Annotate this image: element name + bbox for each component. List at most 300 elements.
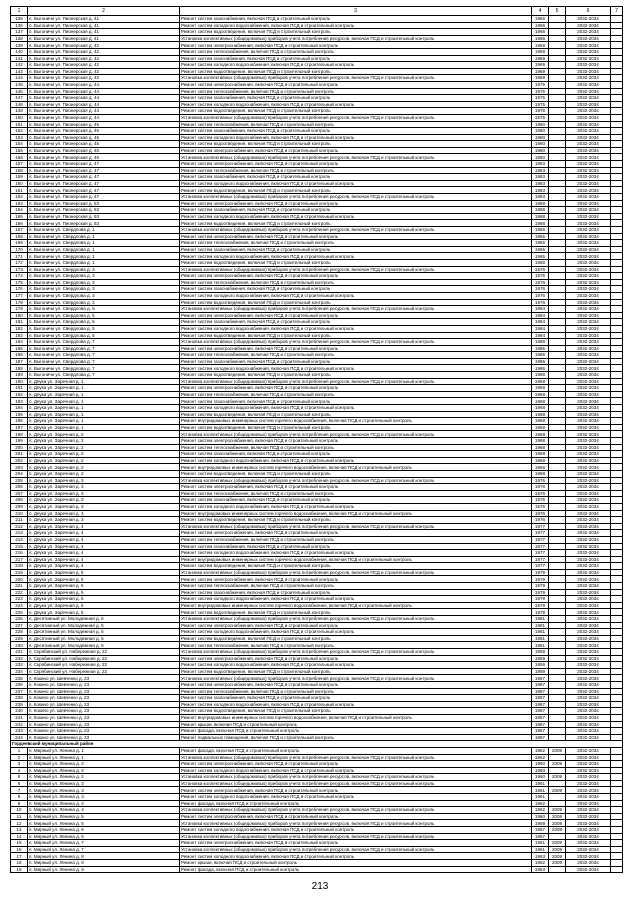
planned-period-cell: 2032-2034 xyxy=(566,556,611,563)
empty-cell xyxy=(611,523,623,530)
row-number-cell: 198 xyxy=(11,431,28,438)
row-number-cell: 211 xyxy=(11,517,28,524)
row-number-cell: 151 xyxy=(11,121,28,128)
last-repair-year-cell xyxy=(549,536,566,543)
last-repair-year-cell xyxy=(549,668,566,675)
address-cell: п. Выгоничи ул. Пионерская д. 45 xyxy=(28,121,180,128)
last-repair-year-cell xyxy=(549,187,566,194)
work-type-cell: Ремонт фасада, включая ПСД и строительный контроль xyxy=(180,747,532,754)
row-number-cell: 227 xyxy=(11,622,28,629)
work-type-cell: Ремонт внутридомовых инженерных систем горячего водоснабжения, включая ПСД и строительный контроль xyxy=(180,464,532,471)
col-3-header: 3 xyxy=(180,7,532,16)
work-type-cell: Установка коллективных (общедомовых) приборов учета потребления ресурсов, включая ПСД и строительный контроль xyxy=(180,194,532,201)
last-repair-year-cell xyxy=(549,800,566,807)
work-type-cell: Ремонт систем холодного водоснабжения, включая ПСД и строительный контроль xyxy=(180,134,532,141)
table-row xyxy=(11,457,623,464)
last-repair-year-cell xyxy=(549,391,566,398)
work-type-cell: Ремонт систем газоснабжения, включая ПСД и строительный контроль xyxy=(180,398,532,405)
year-built-cell: 1965 xyxy=(532,233,549,240)
work-type-cell: Ремонт систем холодного водоснабжения, включая ПСД и строительный контроль xyxy=(180,853,532,860)
row-number-cell: 163 xyxy=(11,200,28,207)
work-type-cell: Установка коллективных (общедомовых) приборов учета потребления ресурсов, включая ПСД и строительный контроль xyxy=(180,833,532,840)
last-repair-year-cell xyxy=(549,490,566,497)
empty-cell xyxy=(611,754,623,761)
table-body xyxy=(11,16,623,873)
work-type-cell: Установка коллективных (общедомовых) приборов учета потребления ресурсов, включая ПСД и строительный контроль xyxy=(180,227,532,234)
table-row xyxy=(11,391,623,398)
work-type-cell: Ремонт систем электроснабжения, включая ПСД и строительный контроль xyxy=(180,200,532,207)
table-row xyxy=(11,464,623,471)
row-number-cell: 1 xyxy=(11,747,28,754)
year-built-cell: 1980 xyxy=(532,147,549,154)
table-row xyxy=(11,332,623,339)
year-built-cell: 1965 xyxy=(532,246,549,253)
work-type-cell: Ремонт систем водоотведения, включая ПСД и строительный контроль xyxy=(180,609,532,616)
table-row xyxy=(11,141,623,148)
table-row xyxy=(11,438,623,445)
work-type-cell: Установка коллективных (общедомовых) приборов учета потребления ресурсов, включая ПСД и строительный контроль xyxy=(180,431,532,438)
address-cell: п. Кокино ул. Шевченко д. 23 xyxy=(28,688,180,695)
year-built-cell: 1966 xyxy=(532,35,549,42)
planned-period-cell: 2032-2034 xyxy=(566,325,611,332)
address-cell: п. Выгоничи ул. Пионерская д. 44 xyxy=(28,108,180,115)
last-repair-year-cell xyxy=(549,213,566,220)
last-repair-year-cell xyxy=(549,629,566,636)
year-built-cell: 1961 xyxy=(532,787,549,794)
planned-period-cell: 2032-2034 xyxy=(566,312,611,319)
year-built-cell: 1975 xyxy=(532,88,549,95)
work-type-cell: Ремонт систем электроснабжения, включая ПСД и строительный контроль xyxy=(180,813,532,820)
year-built-cell: 1963 xyxy=(532,866,549,873)
address-cell: п. Деука ул. Заречная д. 1 xyxy=(28,418,180,425)
last-repair-year-cell xyxy=(549,728,566,735)
address-cell: п. Деука ул. Заречная д. 3 xyxy=(28,484,180,491)
table-row xyxy=(11,372,623,379)
address-cell: п. Выгоничи ул. Свердлова д. 5 xyxy=(28,312,180,319)
table-row xyxy=(11,602,623,609)
address-cell: п. Деука ул. Заречная д. 2 xyxy=(28,470,180,477)
empty-cell xyxy=(611,662,623,669)
empty-cell xyxy=(611,866,623,873)
table-row xyxy=(11,589,623,596)
address-cell: п. Выгоничи ул. Свердлова д. 7 xyxy=(28,345,180,352)
work-type-cell: Ремонт внутридомовых инженерных систем горячего водоснабжения, включая ПСД и строительный контроль xyxy=(180,418,532,425)
last-repair-year-cell xyxy=(549,372,566,379)
row-number-cell: 165 xyxy=(11,213,28,220)
row-number-cell: 229 xyxy=(11,635,28,642)
last-repair-year-cell xyxy=(549,154,566,161)
table-row xyxy=(11,352,623,359)
row-number-cell: 241 xyxy=(11,714,28,721)
empty-cell xyxy=(611,372,623,379)
planned-period-cell: 2032-2034 xyxy=(566,780,611,787)
address-cell: п. Деука ул. Заречная д. 2 xyxy=(28,438,180,445)
year-built-cell: 1984 xyxy=(532,325,549,332)
row-number-cell: 189 xyxy=(11,372,28,379)
last-repair-year-cell xyxy=(549,563,566,570)
work-type-cell: Ремонт систем теплоснабжения, включая ПСД и строительный контроль xyxy=(180,583,532,590)
row-number-cell: 221 xyxy=(11,583,28,590)
table-row xyxy=(11,101,623,108)
empty-cell xyxy=(611,42,623,49)
year-built-cell: 1968 xyxy=(532,470,549,477)
col-2-header: 2 xyxy=(28,7,180,16)
planned-period-cell: 2032-2034 xyxy=(566,385,611,392)
empty-cell xyxy=(611,424,623,431)
year-built-cell: 1966 xyxy=(532,16,549,23)
work-type-cell: Ремонт систем холодного водоснабжения, включая ПСД и строительный контроль xyxy=(180,701,532,708)
table-row xyxy=(11,484,623,491)
empty-cell xyxy=(611,134,623,141)
last-repair-year-cell xyxy=(549,35,566,42)
empty-cell xyxy=(611,668,623,675)
work-type-cell: Ремонт систем электроснабжения, включая ПСД и строительный контроль xyxy=(180,147,532,154)
table-row xyxy=(11,510,623,517)
address-cell: п. Деука ул. Заречная д. 2 xyxy=(28,464,180,471)
row-number-cell: 234 xyxy=(11,668,28,675)
empty-cell xyxy=(611,589,623,596)
planned-period-cell: 2032-2034 xyxy=(566,398,611,405)
empty-cell xyxy=(611,259,623,266)
last-repair-year-cell xyxy=(549,16,566,23)
address-cell: п. Выгоничи ул. Пионерская д. 42 xyxy=(28,55,180,62)
table-row xyxy=(11,121,623,128)
address-cell: п. Выгоничи ул. Пионерская д. 47 xyxy=(28,194,180,201)
empty-cell xyxy=(611,345,623,352)
table-row xyxy=(11,616,623,623)
empty-cell xyxy=(611,602,623,609)
planned-period-cell: 2032-2034 xyxy=(566,174,611,181)
table-row xyxy=(11,490,623,497)
planned-period-cell: 2032-2034 xyxy=(566,220,611,227)
planned-period-cell: 2032-2034 xyxy=(566,794,611,801)
table-row xyxy=(11,306,623,313)
year-built-cell: 1979 xyxy=(532,609,549,616)
work-type-cell: Ремонт систем газоснабжения, включая ПСД и строительный контроль xyxy=(180,358,532,365)
year-built-cell: 1961 xyxy=(532,794,549,801)
year-built-cell: 1977 xyxy=(532,543,549,550)
work-type-cell: Ремонт систем электроснабжения, включая ПСД и строительный контроль xyxy=(180,681,532,688)
address-cell: п. Десятинный ул. Молодежная д. 5 xyxy=(28,629,180,636)
row-number-cell: 150 xyxy=(11,114,28,121)
address-cell: п. Выгоничи ул. Пионерская д. 42 xyxy=(28,48,180,55)
empty-cell xyxy=(611,147,623,154)
address-cell: п. Выгоничи ул. Пионерская д. 42 xyxy=(28,42,180,49)
address-cell: п. Деука ул. Заречная д. 2 xyxy=(28,444,180,451)
table-row xyxy=(11,405,623,412)
last-repair-year-cell xyxy=(549,286,566,293)
planned-period-cell: 2032-2034 xyxy=(566,721,611,728)
table-row xyxy=(11,728,623,735)
year-built-cell: 1979 xyxy=(532,589,549,596)
last-repair-year-cell xyxy=(549,714,566,721)
work-type-cell: Ремонт подвальных помещений, включая ПСД и строительный контроль xyxy=(180,734,532,741)
work-type-cell: Установка коллективных (общедомовых) приборов учета потребления ресурсов, включая ПСД и строительный контроль xyxy=(180,35,532,42)
planned-period-cell: 2032-2034 xyxy=(566,187,611,194)
row-number-cell: 192 xyxy=(11,391,28,398)
table-row xyxy=(11,292,623,299)
work-type-cell: Ремонт систем водоотведения, включая ПСД и строительный контроль xyxy=(180,108,532,115)
empty-cell xyxy=(611,490,623,497)
row-number-cell: 142 xyxy=(11,62,28,69)
address-cell: п. Мирный ул. Ленина д. 7 xyxy=(28,840,180,847)
year-built-cell: 1959 xyxy=(532,655,549,662)
last-repair-year-cell xyxy=(549,207,566,214)
planned-period-cell: 2032-2034 xyxy=(566,708,611,715)
planned-period-cell: 2032-2034 xyxy=(566,372,611,379)
work-type-cell: Установка коллективных (общедомовых) приборов учета потребления ресурсов, включая ПСД и строительный контроль xyxy=(180,569,532,576)
row-number-cell: 174 xyxy=(11,273,28,280)
planned-period-cell: 2032-2034 xyxy=(566,503,611,510)
address-cell: п. Мирный ул. Ленина д. 6 xyxy=(28,827,180,834)
year-built-cell: 1984 xyxy=(532,306,549,313)
work-type-cell: Ремонт систем холодного водоснабжения, включая ПСД и строительный контроль xyxy=(180,101,532,108)
empty-cell xyxy=(611,649,623,656)
empty-cell xyxy=(611,438,623,445)
empty-cell xyxy=(611,22,623,29)
address-cell: п. Кокино ул. Шевченко д. 23 xyxy=(28,675,180,682)
planned-period-cell: 2032-2034 xyxy=(566,352,611,359)
empty-cell xyxy=(611,365,623,372)
work-type-cell: Ремонт систем электроснабжения, включая ПСД и строительный контроль xyxy=(180,787,532,794)
work-type-cell: Установка коллективных (общедомовых) приборов учета потребления ресурсов, включая ПСД и строительный контроль xyxy=(180,477,532,484)
address-cell: п. Выгоничи ул. Пионерская д. 44 xyxy=(28,101,180,108)
year-built-cell: 1963 xyxy=(532,853,549,860)
last-repair-year-cell: 2008 xyxy=(549,813,566,820)
row-number-cell: 217 xyxy=(11,556,28,563)
work-type-cell: Установка коллективных (общедомовых) приборов учета потребления ресурсов, включая ПСД и строительный контроль xyxy=(180,306,532,313)
planned-period-cell: 2032-2034 xyxy=(566,444,611,451)
empty-cell xyxy=(611,761,623,768)
last-repair-year-cell xyxy=(549,405,566,412)
work-type-cell: Ремонт систем электроснабжения, включая ПСД и строительный контроль xyxy=(180,161,532,168)
empty-cell xyxy=(611,319,623,326)
row-number-cell: 237 xyxy=(11,688,28,695)
work-type-cell: Ремонт внутридомовых инженерных систем горячего водоснабжения, включая ПСД и строительный контроль xyxy=(180,714,532,721)
row-number-cell: 152 xyxy=(11,128,28,135)
work-type-cell: Ремонт систем газоснабжения, включая ПСД и строительный контроль xyxy=(180,451,532,458)
year-built-cell: 1980 xyxy=(532,134,549,141)
address-cell: п. Десятинный ул. Молодежная д. 5 xyxy=(28,622,180,629)
planned-period-cell: 2032-2034 xyxy=(566,299,611,306)
year-built-cell: 1968 xyxy=(532,424,549,431)
last-repair-year-cell xyxy=(549,259,566,266)
table-row xyxy=(11,62,623,69)
last-repair-year-cell xyxy=(549,62,566,69)
work-type-cell: Ремонт систем холодного водоснабжения, включая ПСД и строительный контроль xyxy=(180,767,532,774)
row-number-cell: 16 xyxy=(11,846,28,853)
row-number-cell: 215 xyxy=(11,543,28,550)
year-built-cell: 1969 xyxy=(532,42,549,49)
work-type-cell: Установка коллективных (общедомовых) приборов учета потребления ресурсов, включая ПСД и строительный контроль xyxy=(180,523,532,530)
table-row xyxy=(11,563,623,570)
empty-cell xyxy=(611,292,623,299)
row-number-cell: 239 xyxy=(11,701,28,708)
planned-period-cell: 2032-2034 xyxy=(566,550,611,557)
planned-period-cell: 2032-2034 xyxy=(566,622,611,629)
empty-cell xyxy=(611,464,623,471)
year-built-cell: 1968 xyxy=(532,385,549,392)
year-built-cell: 1987 xyxy=(532,681,549,688)
last-repair-year-cell xyxy=(549,866,566,873)
year-built-cell: 1976 xyxy=(532,299,549,306)
row-number-cell: 17 xyxy=(11,853,28,860)
row-number-cell: 223 xyxy=(11,596,28,603)
year-built-cell: 1984 xyxy=(532,319,549,326)
year-built-cell: 1988 xyxy=(532,220,549,227)
row-number-cell: 172 xyxy=(11,259,28,266)
year-built-cell: 1977 xyxy=(532,530,549,537)
empty-cell xyxy=(611,569,623,576)
table-row xyxy=(11,378,623,385)
address-cell: п. Выгоничи ул. Свердлова д. 1 xyxy=(28,227,180,234)
address-cell: п. Мирный ул. Ленина д. 1 xyxy=(28,754,180,761)
work-type-cell: Ремонт систем холодного водоснабжения, включая ПСД и строительный контроль xyxy=(180,22,532,29)
empty-cell xyxy=(611,29,623,36)
planned-period-cell: 2032-2034 xyxy=(566,246,611,253)
year-built-cell: 1968 xyxy=(532,464,549,471)
table-row xyxy=(11,81,623,88)
table-row xyxy=(11,319,623,326)
last-repair-year-cell xyxy=(549,497,566,504)
planned-period-cell: 2032-2034 xyxy=(566,543,611,550)
work-type-cell: Ремонт систем теплоснабжения, включая ПСД и строительный контроль xyxy=(180,88,532,95)
year-built-cell: 1987 xyxy=(532,714,549,721)
address-cell: п. Выгоничи ул. Пионерская д. 42 xyxy=(28,68,180,75)
table-row xyxy=(11,714,623,721)
row-number-cell: 178 xyxy=(11,299,28,306)
row-number-cell: 3 xyxy=(11,761,28,768)
last-repair-year-cell xyxy=(549,312,566,319)
year-built-cell: 1959 xyxy=(532,649,549,656)
work-type-cell: Установка коллективных (общедомовых) приборов учета потребления ресурсов, включая ПСД и строительный контроль xyxy=(180,780,532,787)
work-type-cell: Ремонт систем электроснабжения, включая ПСД и строительный контроль xyxy=(180,233,532,240)
row-number-cell: 155 xyxy=(11,147,28,154)
table-row xyxy=(11,398,623,405)
address-cell: п. Выгоничи ул. Пионерская д. 47 xyxy=(28,167,180,174)
col-6-header: 6 xyxy=(566,7,611,16)
empty-cell xyxy=(611,780,623,787)
last-repair-year-cell xyxy=(549,444,566,451)
table-row xyxy=(11,167,623,174)
year-built-cell: 1979 xyxy=(532,583,549,590)
year-built-cell: 1969 xyxy=(532,48,549,55)
last-repair-year-cell xyxy=(549,174,566,181)
table-row xyxy=(11,800,623,807)
address-cell: п. Деука ул. Заречная д. 5 xyxy=(28,609,180,616)
row-number-cell: 199 xyxy=(11,438,28,445)
planned-period-cell: 2032-2034 xyxy=(566,517,611,524)
address-cell: п. Мирный ул. Ленина д. 5 xyxy=(28,813,180,820)
last-repair-year-cell xyxy=(549,365,566,372)
address-cell: п. Деука ул. Заречная д. 1 xyxy=(28,378,180,385)
address-cell: п. Мирный ул. Ленина д. 6 xyxy=(28,833,180,840)
year-built-cell: 1987 xyxy=(532,721,549,728)
work-type-cell: Ремонт систем холодного водоснабжения, включая ПСД и строительный контроль xyxy=(180,503,532,510)
address-cell: п. Выгоничи ул. Свердлова д. 1 xyxy=(28,233,180,240)
work-type-cell: Ремонт систем холодного водоснабжения, включая ПСД и строительный контроль xyxy=(180,457,532,464)
planned-period-cell: 2032-2034 xyxy=(566,161,611,168)
row-number-cell: 185 xyxy=(11,345,28,352)
empty-cell xyxy=(611,378,623,385)
col-5-header: 5 xyxy=(549,7,566,16)
empty-cell xyxy=(611,266,623,273)
table-row xyxy=(11,114,623,121)
row-number-cell: 2 xyxy=(11,754,28,761)
empty-cell xyxy=(611,200,623,207)
empty-cell xyxy=(611,306,623,313)
last-repair-year-cell xyxy=(549,662,566,669)
address-cell: п. Деука ул. Заречная д. 4 xyxy=(28,543,180,550)
planned-period-cell: 2032-2034 xyxy=(566,846,611,853)
table-row xyxy=(11,16,623,23)
year-built-cell: 1988 xyxy=(532,207,549,214)
planned-period-cell: 2032-2034 xyxy=(566,424,611,431)
last-repair-year-cell xyxy=(549,22,566,29)
table-row xyxy=(11,827,623,834)
address-cell: п. Скрябинский ул. Набережная д. 22 xyxy=(28,662,180,669)
row-number-cell: 233 xyxy=(11,662,28,669)
empty-cell xyxy=(611,714,623,721)
work-type-cell: Ремонт систем холодного водоснабжения, включая ПСД и строительный контроль xyxy=(180,292,532,299)
table-row xyxy=(11,649,623,656)
year-built-cell: 1983 xyxy=(532,174,549,181)
year-built-cell: 1976 xyxy=(532,273,549,280)
empty-cell xyxy=(611,536,623,543)
year-built-cell: 1976 xyxy=(532,292,549,299)
address-cell: п. Выгоничи ул. Пионерская д. 44 xyxy=(28,114,180,121)
empty-cell xyxy=(611,721,623,728)
row-number-cell: 226 xyxy=(11,616,28,623)
year-built-cell: 1984 xyxy=(532,312,549,319)
row-number-cell: 186 xyxy=(11,352,28,359)
table-row xyxy=(11,95,623,102)
address-cell: п. Выгоничи ул. Свердлова д. 5 xyxy=(28,306,180,313)
last-repair-year-cell: 2009 xyxy=(549,840,566,847)
last-repair-year-cell xyxy=(549,424,566,431)
work-type-cell: Ремонт фасада, включая ПСД и строительный контроль xyxy=(180,866,532,873)
table-row xyxy=(11,128,623,135)
planned-period-cell: 2032-2034 xyxy=(566,75,611,82)
planned-period-cell: 2032-2034 xyxy=(566,602,611,609)
last-repair-year-cell xyxy=(549,246,566,253)
year-built-cell: 1962 xyxy=(532,800,549,807)
row-number-cell: 208 xyxy=(11,497,28,504)
address-cell: п. Выгоничи ул. Пионерская д. 45 xyxy=(28,128,180,135)
empty-cell xyxy=(611,767,623,774)
last-repair-year-cell xyxy=(549,589,566,596)
year-built-cell: 1966 xyxy=(532,29,549,36)
last-repair-year-cell xyxy=(549,411,566,418)
last-repair-year-cell xyxy=(549,253,566,260)
row-number-cell: 156 xyxy=(11,154,28,161)
table-row xyxy=(11,385,623,392)
address-cell: п. Мирный ул. Ленина д. 9 xyxy=(28,866,180,873)
work-type-cell: Ремонт систем водоотведения, включая ПСД и строительный контроль xyxy=(180,668,532,675)
planned-period-cell: 2032-2034 xyxy=(566,860,611,867)
empty-cell xyxy=(611,352,623,359)
empty-cell xyxy=(611,194,623,201)
table-row xyxy=(11,358,623,365)
year-built-cell: 1976 xyxy=(532,490,549,497)
last-repair-year-cell: 2008 xyxy=(549,820,566,827)
table-row xyxy=(11,411,623,418)
year-built-cell: 1976 xyxy=(532,503,549,510)
planned-period-cell: 2032-2034 xyxy=(566,767,611,774)
planned-period-cell: 2032-2034 xyxy=(566,688,611,695)
address-cell: п. Деука ул. Заречная д. 3 xyxy=(28,503,180,510)
table-row xyxy=(11,708,623,715)
